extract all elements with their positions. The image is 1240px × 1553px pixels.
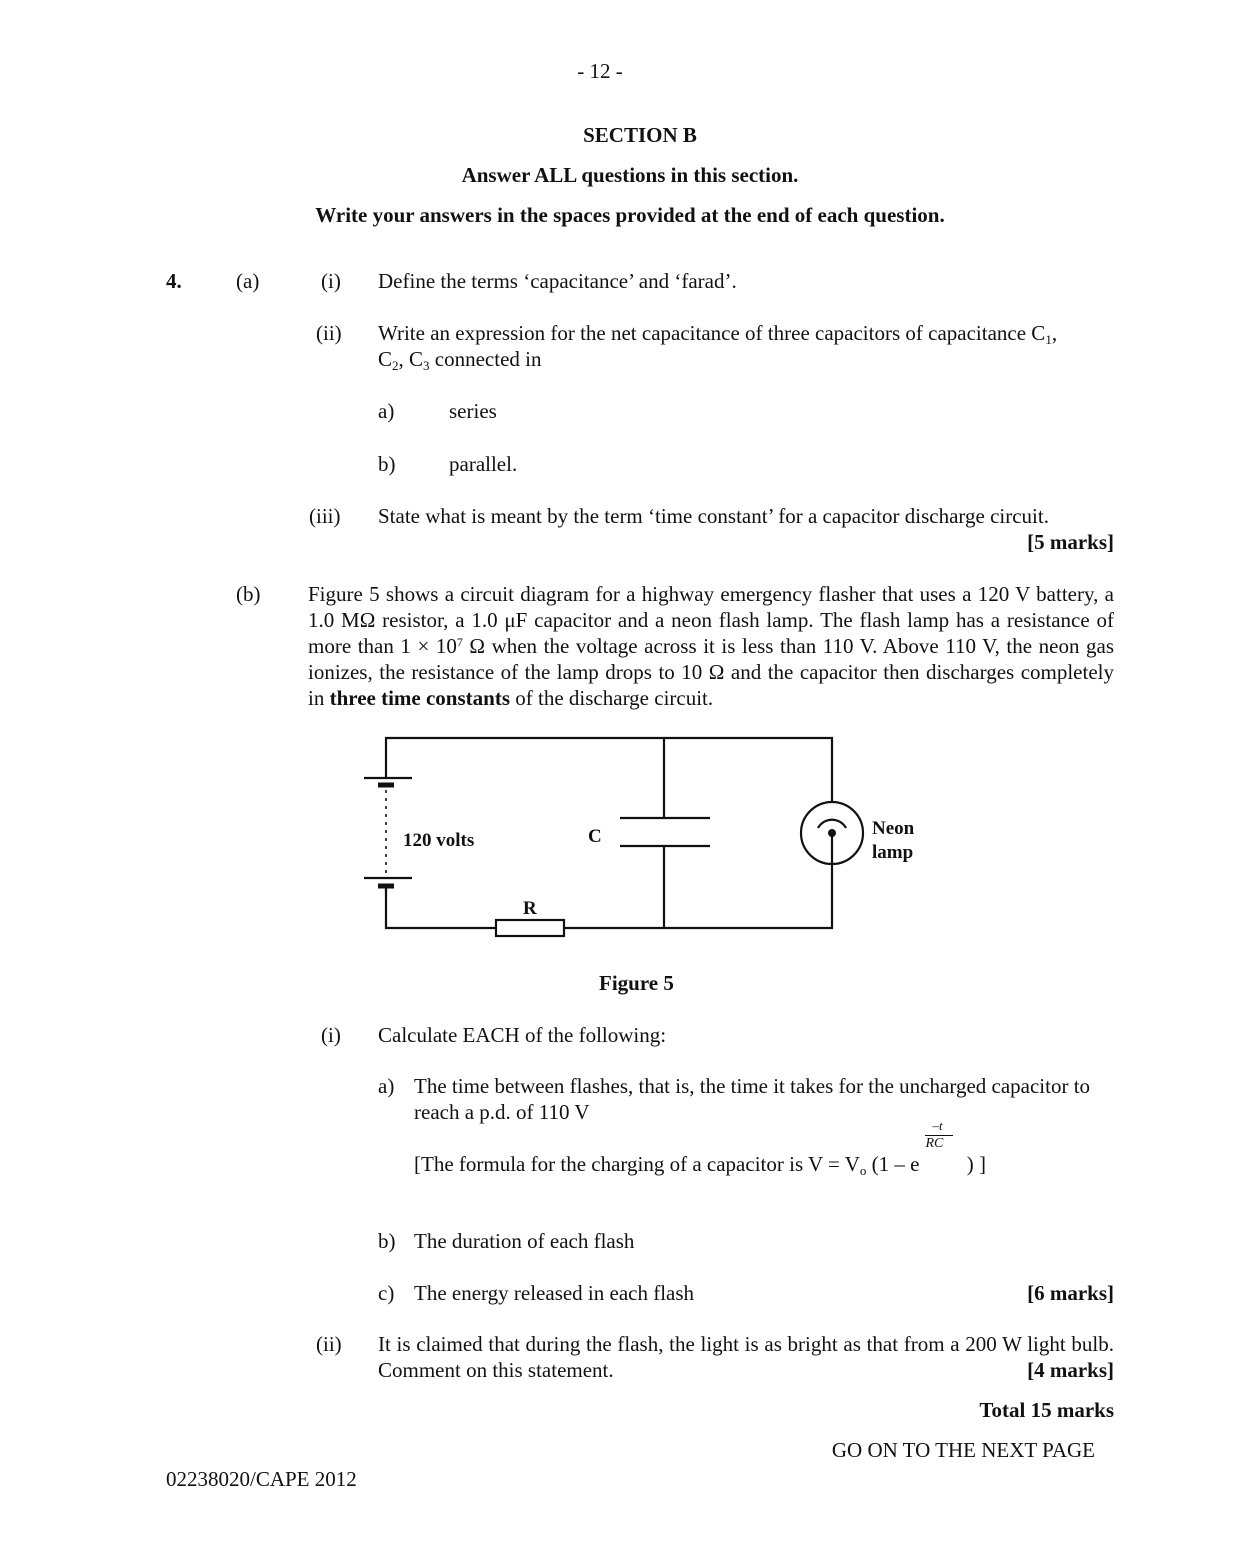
subscript-1: 1 xyxy=(1045,332,1052,347)
circuit-diagram xyxy=(350,720,915,950)
connected-in: connected in xyxy=(429,347,542,371)
part-b-i-c-text: The energy released in each flash xyxy=(414,1281,695,1305)
battery-label: 120 volts xyxy=(403,830,475,851)
part-a-ii-a-text: series xyxy=(449,399,497,423)
comma: , xyxy=(1051,321,1058,345)
formula-exponent-numerator: –t xyxy=(932,1118,943,1133)
part-b-para-2: Ω when the voltage across it is less than 110 V. Above 110 V, the neon gas ionizes, the resistance of the lamp drops to 10 Ω and the capacitor then discharges completely in xyxy=(308,634,1114,710)
part-b-para-1: Figure 5 shows a circuit diagram for a highway emergency flasher that uses a 120 V battery, a 1.0 MΩ resistor, a 1.0 μF capacitor and a neon flash lamp. The flash lamp has a resistance of more than 1 × 10 xyxy=(308,582,1114,658)
paper-code: 02238020/CAPE 2012 xyxy=(166,1467,357,1491)
part-b-i-c-label: c) xyxy=(378,1281,395,1305)
capacitor-c2: C xyxy=(378,347,393,371)
part-b-ii-label: (ii) xyxy=(316,1332,342,1356)
go-on-next-page: GO ON TO THE NEXT PAGE xyxy=(831,1438,1095,1462)
part-a-ii-text xyxy=(378,320,1118,372)
part-a-marks: [5 marks] xyxy=(1027,530,1114,554)
page-number: - 12 - xyxy=(577,59,623,83)
exponent-7: 7 xyxy=(456,635,463,649)
formula-mid: (1 – e xyxy=(866,1152,920,1176)
part-b-i-a-label: a) xyxy=(378,1074,395,1098)
part-a-iii-text: State what is meant by the term ‘time constant’ for a capacitor discharge circuit. xyxy=(378,504,1049,528)
part-b-ii-marks: [4 marks] xyxy=(1027,1358,1114,1382)
comma-c3: , C xyxy=(398,347,424,371)
part-b-ii-text: It is claimed that during the flash, the light is as bright as that from a 200 W light bulb. Comment on this statement. xyxy=(378,1332,1114,1382)
formula-subscript-o: o xyxy=(859,1163,867,1178)
instruction-answer-all: Answer ALL questions in this section. xyxy=(461,163,799,187)
lamp-label-line2: lamp xyxy=(872,842,914,863)
formula-exponent-denominator: RC xyxy=(925,1136,944,1151)
question-number: 4. xyxy=(166,269,182,293)
three-time-constants: three time constants xyxy=(329,686,511,710)
capacitor-label: C xyxy=(588,826,602,847)
neon-lamp-electrode xyxy=(828,829,836,837)
part-a-label: (a) xyxy=(236,269,260,293)
resistor-symbol xyxy=(496,920,564,936)
part-b-i-text: Calculate EACH of the following: xyxy=(378,1023,667,1047)
part-b-i-marks: [6 marks] xyxy=(1027,1281,1114,1305)
subscript-3: 3 xyxy=(423,358,430,373)
part-b-i-label: (i) xyxy=(321,1023,341,1047)
part-b-para-3: of the discharge circuit. xyxy=(510,686,714,710)
part-a-ii-a-label: a) xyxy=(378,399,395,423)
section-title: SECTION B xyxy=(583,123,697,147)
part-b-i-b-label: b) xyxy=(378,1229,396,1253)
part-a-iii-label: (iii) xyxy=(309,504,341,528)
formula-exponent xyxy=(919,1118,961,1171)
subscript-2: 2 xyxy=(392,358,399,373)
charging-formula xyxy=(414,1118,986,1178)
formula-prefix: [The formula for the charging of a capacitor is V = V xyxy=(414,1152,860,1176)
part-a-i-label: (i) xyxy=(321,269,341,293)
instruction-write-answers: Write your answers in the spaces provided at the end of each question. xyxy=(315,203,945,227)
part-b-label: (b) xyxy=(236,582,261,606)
lamp-label-line1: Neon xyxy=(872,818,915,839)
part-a-ii-line1: Write an expression for the net capacitance of three capacitors of capacitance C xyxy=(378,321,1046,345)
part-a-i-text: Define the terms ‘capacitance’ and ‘farad’. xyxy=(378,269,737,293)
part-a-ii-b-text: parallel. xyxy=(449,452,518,476)
part-b-paragraph xyxy=(308,581,1114,711)
formula-suffix: ) ] xyxy=(961,1152,986,1176)
resistor-label: R xyxy=(523,898,537,919)
part-b-i-b-text: The duration of each flash xyxy=(414,1229,635,1253)
total-marks: Total 15 marks xyxy=(979,1398,1114,1422)
part-b-i-a-text: The time between flashes, that is, the time it takes for the uncharged capacitor to reach a p.d. of 110 V xyxy=(414,1074,1091,1124)
part-a-ii-label: (ii) xyxy=(316,321,342,345)
part-a-ii-b-label: b) xyxy=(378,452,396,476)
circuit-wire-bottom-left xyxy=(386,890,496,928)
figure-caption: Figure 5 xyxy=(599,971,674,995)
